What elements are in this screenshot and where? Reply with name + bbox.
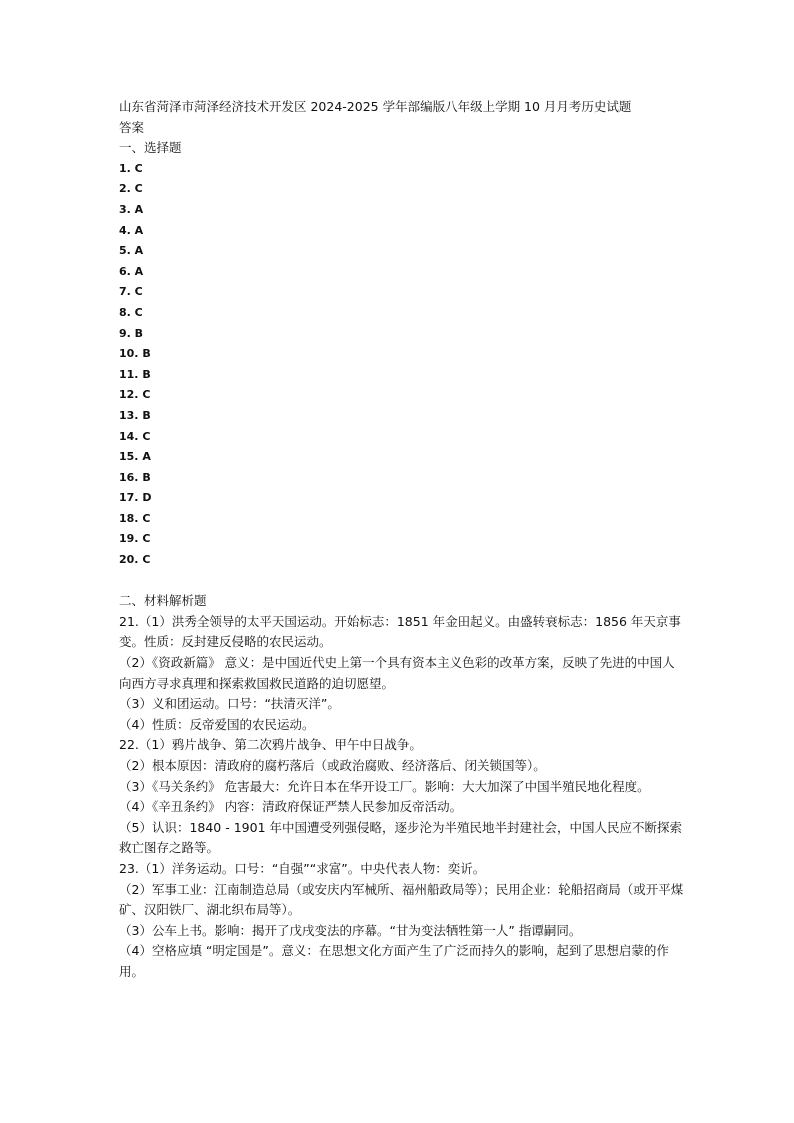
mc-answer-20: 20. C bbox=[119, 553, 151, 567]
q22-part-1: 22.（1）鸦片战争、第二次鸦片战争、甲午中日战争。 bbox=[119, 737, 422, 753]
blank-spacer bbox=[119, 571, 684, 592]
mc-answer-16: 16. B bbox=[119, 470, 151, 484]
mc-answer-19: 19. C bbox=[119, 532, 151, 546]
mc-answer-2: 2. C bbox=[119, 182, 143, 196]
mc-answer-12: 12. C bbox=[119, 388, 151, 402]
multiple-choice-answers bbox=[119, 159, 684, 571]
q22-part-2: （2）根本原因：清政府的腐朽落后（或政治腐败、经济落后、闭关锁国等）。 bbox=[119, 758, 546, 773]
q21-part-4: （4）性质：反帝爱国的农民运动。 bbox=[119, 716, 315, 732]
mc-answer-17: 17. D bbox=[119, 491, 152, 505]
mc-answer-15: 15. A bbox=[119, 450, 151, 464]
q23-part-1: 23.（1）洋务运动。口号：“自强”“求富”。中央代表人物：奕䜣。 bbox=[119, 860, 486, 876]
mc-answer-6: 6. A bbox=[119, 264, 144, 278]
mc-answer-10: 10. B bbox=[119, 347, 151, 361]
q23-part-2: （2）军事工业：江南制造总局（或安庆内军械所、福州船政局等）；民用企业：轮船招商局（或开平煤矿、汉阳铁厂、湖北织布局等）。 bbox=[119, 881, 684, 918]
q22-part-4: （4）《辛丑条约》 内容：清政府保证严禁人民参加反帝活动。 bbox=[119, 799, 463, 815]
mc-answer-7: 7. C bbox=[119, 285, 143, 299]
document-title: 山东省菏泽市菏泽经济技术开发区 2024-2025 学年部编版八年级上学期 10 月月考历史试题 bbox=[119, 99, 632, 114]
mc-answer-1: 1. C bbox=[119, 161, 143, 175]
mc-answer-4: 4. A bbox=[119, 223, 144, 237]
mc-answer-11: 11. B bbox=[119, 367, 151, 381]
q21-part-3: （3）义和团运动。口号：“扶清灭洋”。 bbox=[119, 696, 340, 712]
question-21 bbox=[119, 612, 684, 736]
question-22 bbox=[119, 735, 684, 859]
section-multiple-choice-title: 一、选择题 bbox=[119, 140, 182, 156]
q21-part-2: （2）《资政新篇》 意义：是中国近代史上第一个具有资本主义色彩的改革方案，反映了先进的中国人向西方寻求真理和探索救国救民道路的迫切愿望。 bbox=[119, 655, 675, 691]
mc-answer-3: 3. A bbox=[119, 202, 144, 216]
mc-answer-5: 5. A bbox=[119, 244, 144, 258]
answer-document bbox=[119, 97, 684, 983]
document-title-continued: 答案 bbox=[119, 119, 145, 135]
q23-part-3: （3）公车上书。影响：揭开了戊戌变法的序幕。“甘为变法牺牲第一人” 指谭嗣同。 bbox=[119, 922, 582, 938]
question-23 bbox=[119, 859, 684, 983]
q21-part-1: 21.（1）洪秀全领导的太平天国运动。开始标志：1851 年金田起义。由盛转衰标志：1856 年天京事变。性质：反封建反侵略的农民运动。 bbox=[119, 613, 681, 650]
q23-part-4: （4）空格应填 “明定国是”。意义：在思想文化方面产生了广泛而持久的影响，起到了思想启蒙的作用。 bbox=[119, 943, 669, 979]
section-material-analysis-title: 二、材料解析题 bbox=[119, 593, 207, 609]
mc-answer-8: 8. C bbox=[119, 305, 143, 319]
mc-answer-14: 14. C bbox=[119, 429, 151, 443]
mc-answer-9: 9. B bbox=[119, 326, 144, 340]
q22-part-3: （3）《马关条约》 危害最大：允许日本在华开设工厂。影响：大大加深了中国半殖民地化程度。 bbox=[119, 778, 650, 794]
q22-part-5: （5）认识：1840 - 1901 年中国遭受列强侵略，逐步沦为半殖民地半封建社会，中国人民应不断探索救亡图存之路等。 bbox=[119, 819, 683, 856]
mc-answer-13: 13. B bbox=[119, 408, 151, 422]
mc-answer-18: 18. C bbox=[119, 511, 151, 525]
